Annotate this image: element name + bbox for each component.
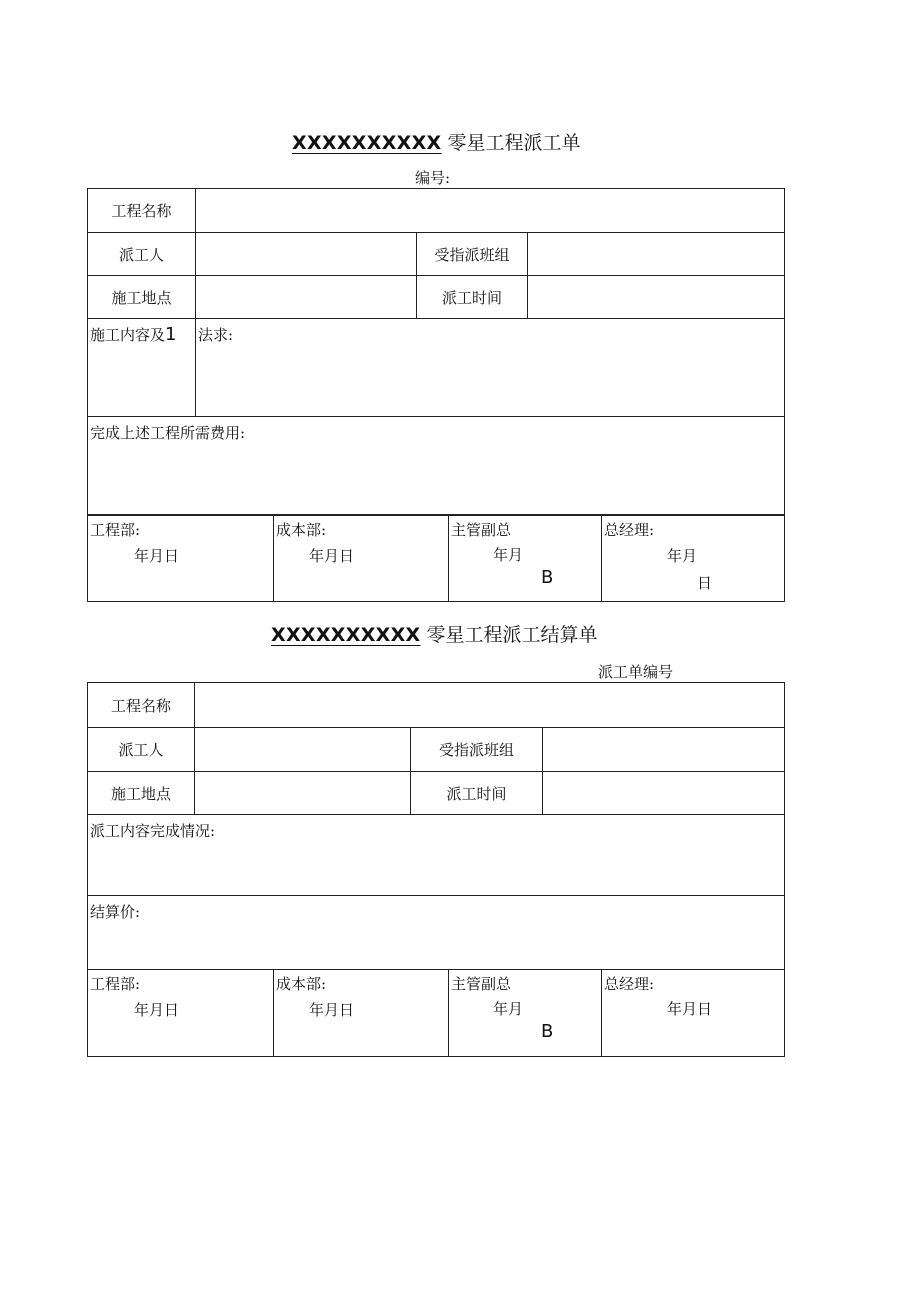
- form2-settlement-label: 结算价:: [90, 903, 141, 921]
- form1-gm-label: 总经理:: [604, 521, 655, 539]
- form2-site-label: 施工地点: [88, 772, 195, 815]
- form1-sign-vp[interactable]: [449, 516, 602, 602]
- form1-project-name-field[interactable]: [196, 189, 785, 233]
- form1-title-prefix: XXXXXXXXXX: [292, 132, 442, 154]
- form1-gm-date: 年月: [667, 547, 698, 565]
- form1-vp-date: 年月: [493, 546, 524, 564]
- form1-cost-date: 年月日: [309, 547, 355, 565]
- form2-vp-mark: B: [541, 1021, 554, 1042]
- form2-vp-date: 年月: [493, 1000, 524, 1018]
- form1-title-suffix: 零星工程派工单: [447, 132, 581, 154]
- form2-title-suffix: 零星工程派工结算单: [426, 624, 598, 646]
- form1-site-field[interactable]: [196, 276, 417, 319]
- form2-engineering-date: 年月日: [134, 1001, 180, 1019]
- form1-title: [292, 128, 581, 155]
- form1-signature-table: [87, 515, 785, 602]
- form2-settlement-field[interactable]: [88, 896, 785, 970]
- form2-completion-field[interactable]: [88, 815, 785, 896]
- form1-table: [87, 188, 785, 515]
- form2-number-label: 派工单编号: [598, 663, 674, 681]
- form1-vp-label: 主管副总: [451, 521, 512, 539]
- form2-sign-gm[interactable]: [602, 970, 785, 1057]
- form1-dispatcher-label: 派工人: [88, 233, 196, 276]
- form2-engineering-label: 工程部:: [90, 975, 141, 993]
- form2-dispatcher-field[interactable]: [195, 728, 411, 772]
- form2-cost-dept-label: 成本部:: [276, 975, 327, 993]
- form1-cost-dept-label: 成本部:: [276, 521, 327, 539]
- form1-sign-gm[interactable]: [602, 516, 785, 602]
- form1-assigned-team-field[interactable]: [528, 233, 785, 276]
- form1-cost-field[interactable]: [88, 417, 785, 515]
- form1-content-field[interactable]: [196, 319, 785, 417]
- form2-dispatch-time-label: 派工时间: [411, 772, 543, 815]
- form1-assigned-team-label: 受指派班组: [417, 233, 528, 276]
- form2-completion-label: 派工内容完成情况:: [90, 822, 216, 840]
- form2-assigned-team-field[interactable]: [543, 728, 785, 772]
- form1-project-name-label: 工程名称: [88, 189, 196, 233]
- form2-project-name-label: 工程名称: [88, 683, 195, 728]
- form2-dispatch-time-field[interactable]: [543, 772, 785, 815]
- form1-content-label: 施工内容及: [90, 326, 166, 344]
- form2-sign-vp[interactable]: [449, 970, 602, 1057]
- form2-gm-label: 总经理:: [604, 975, 655, 993]
- form1-sign-engineering[interactable]: [88, 516, 274, 602]
- form1-dispatch-time-field[interactable]: [528, 276, 785, 319]
- form1-content-label-cell: [88, 319, 196, 417]
- form2-title: [271, 620, 598, 647]
- form1-dispatcher-field[interactable]: [196, 233, 417, 276]
- form1-sign-cost[interactable]: [274, 516, 449, 602]
- form1-number-label: 编号:: [415, 169, 451, 187]
- form2-vp-label: 主管副总: [451, 975, 512, 993]
- form1-gm-day: 日: [697, 574, 713, 592]
- form1-engineering-date: 年月日: [134, 547, 180, 565]
- form2-site-field[interactable]: [195, 772, 411, 815]
- form2-table: [87, 682, 785, 970]
- form1-content-marker: 1: [165, 324, 177, 345]
- form2-sign-engineering[interactable]: [88, 970, 274, 1057]
- form2-title-prefix: XXXXXXXXXX: [271, 624, 421, 646]
- form2-cost-date: 年月日: [309, 1001, 355, 1019]
- form2-project-name-field[interactable]: [195, 683, 785, 728]
- form2-signature-table: [87, 969, 785, 1057]
- form2-sign-cost[interactable]: [274, 970, 449, 1057]
- form2-assigned-team-label: 受指派班组: [411, 728, 543, 772]
- form1-method-label: 法求:: [198, 326, 234, 344]
- form2-gm-date: 年月日: [667, 1000, 713, 1018]
- form1-engineering-label: 工程部:: [90, 521, 141, 539]
- form1-vp-mark: B: [541, 567, 554, 588]
- form1-cost-label: 完成上述工程所需费用:: [90, 424, 246, 442]
- form1-dispatch-time-label: 派工时间: [417, 276, 528, 319]
- form2-dispatcher-label: 派工人: [88, 728, 195, 772]
- form1-site-label: 施工地点: [88, 276, 196, 319]
